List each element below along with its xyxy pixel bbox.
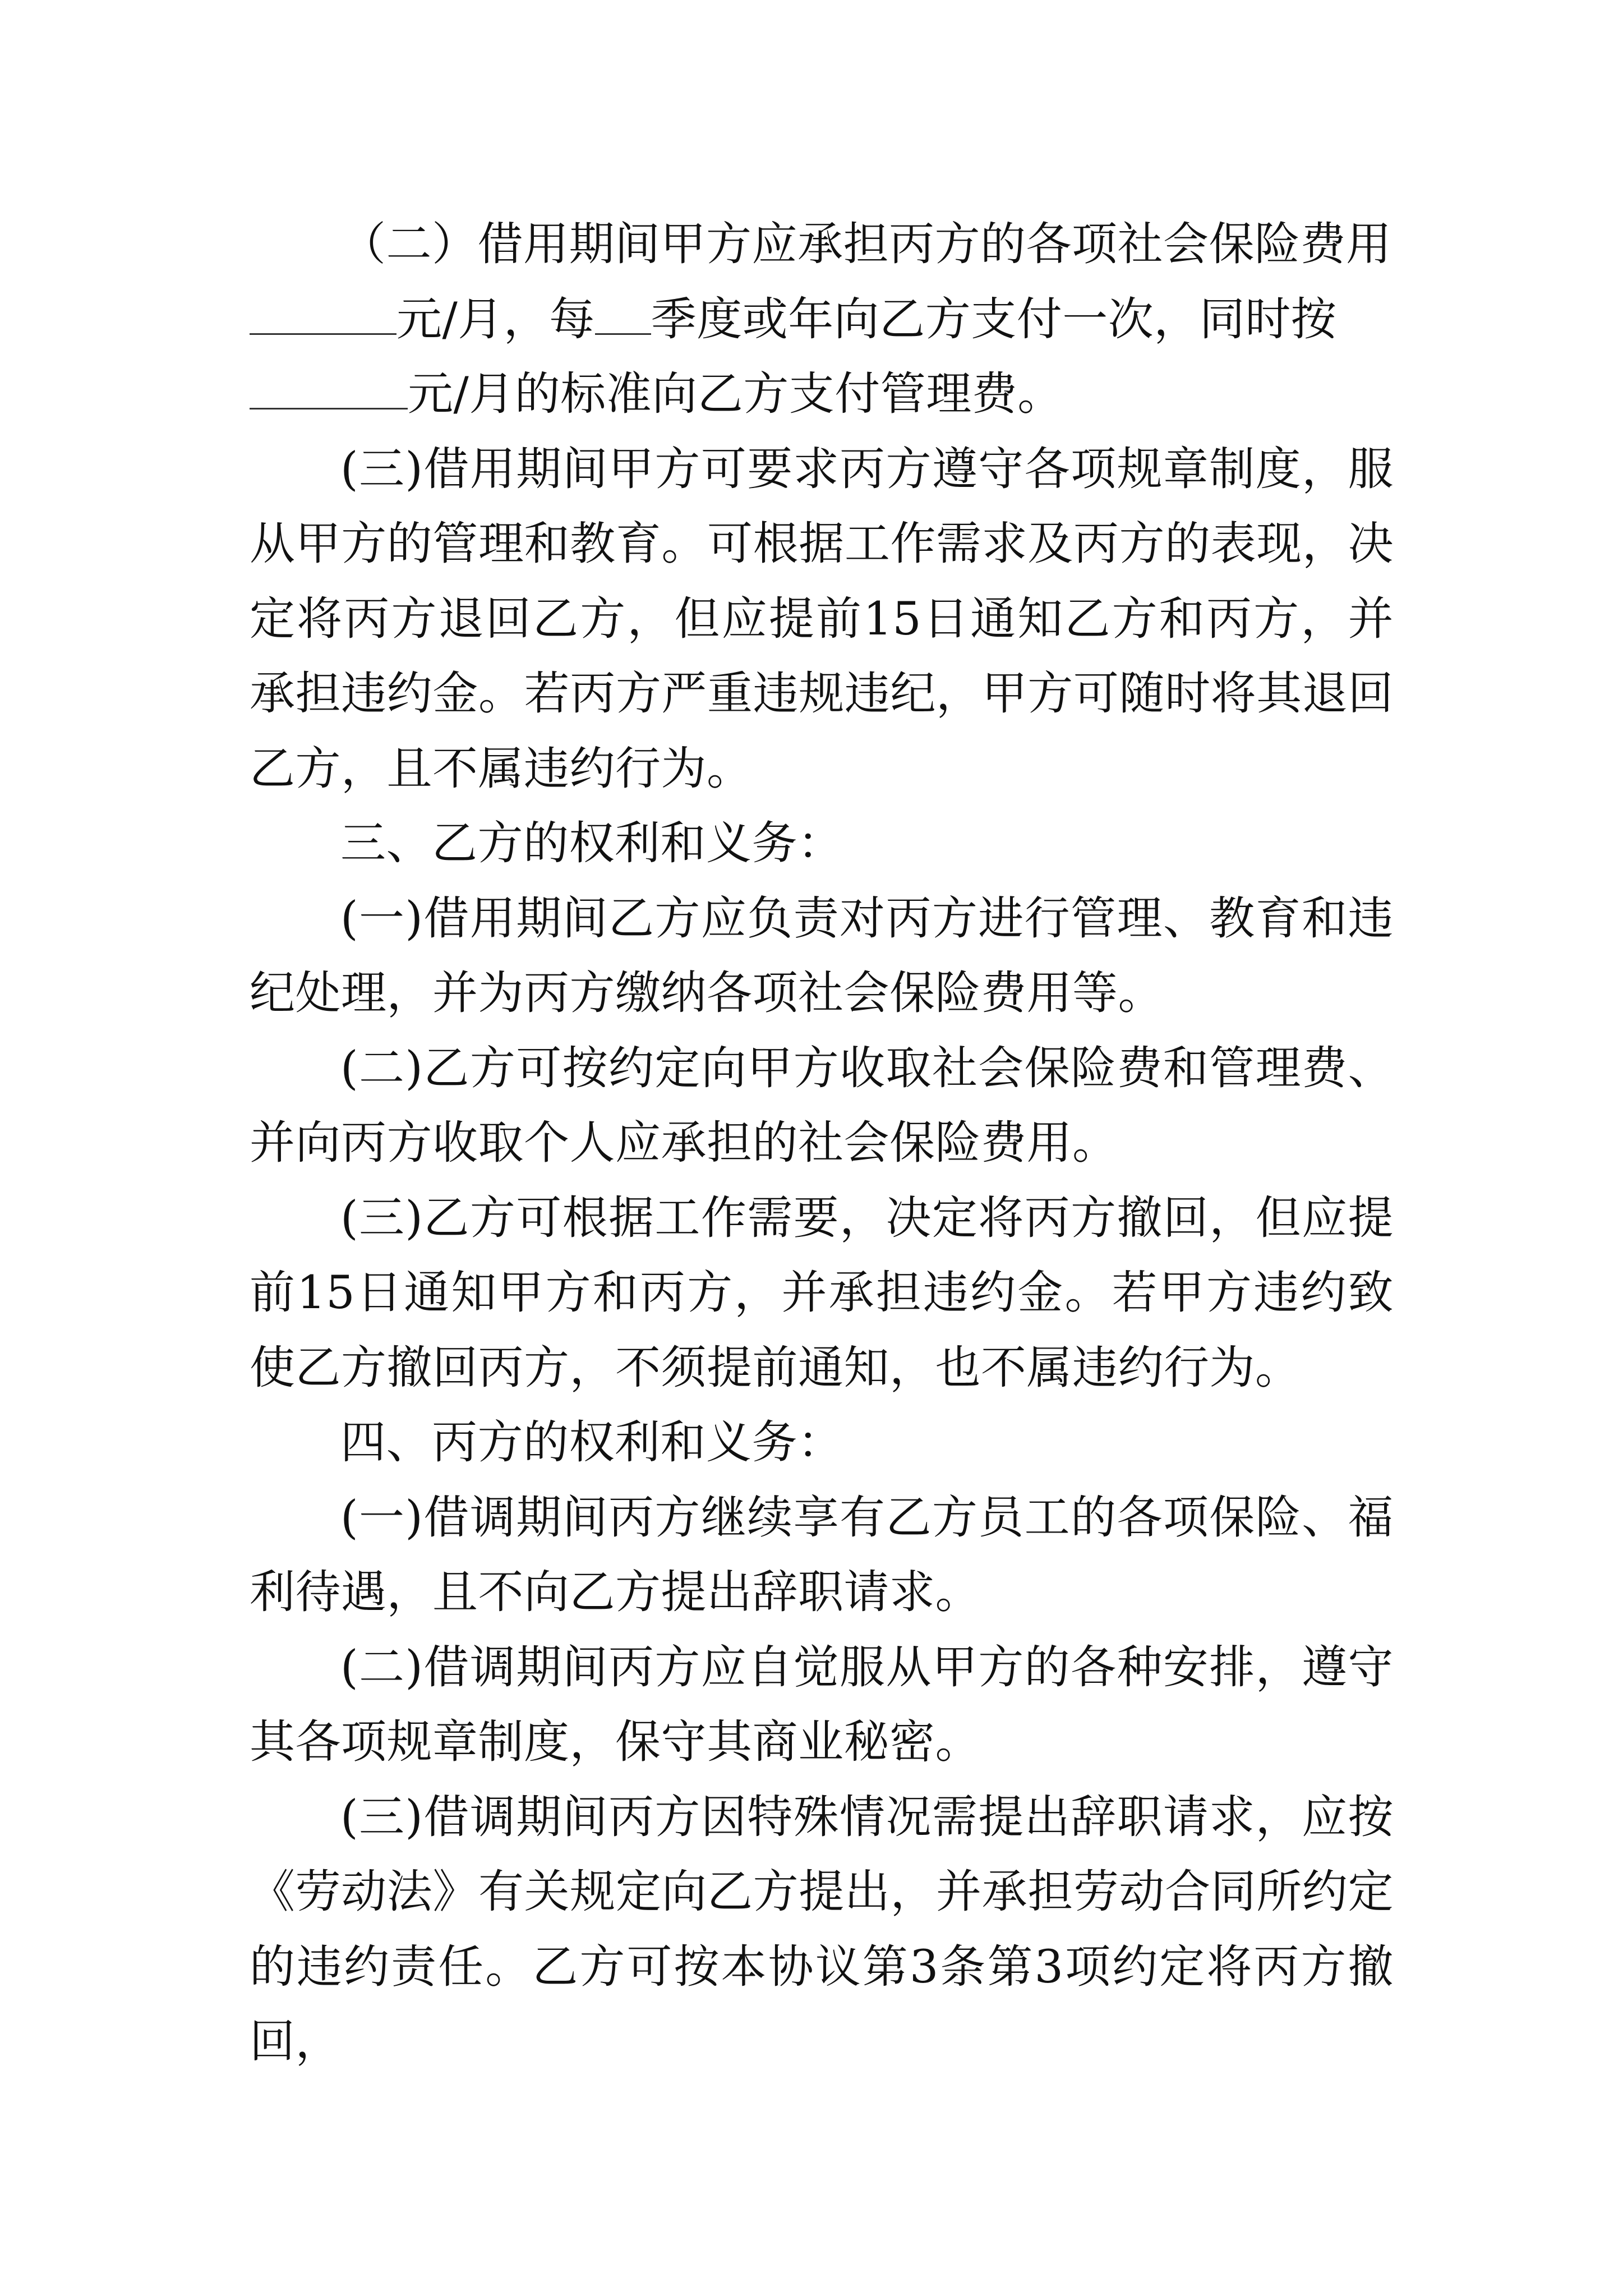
blank-period	[595, 300, 651, 335]
paragraph-party-a-rights: (三)借用期间甲方可要求丙方遵守各项规章制度，服从甲方的管理和教育。可根据工作需求及丙方的表现，决定将丙方退回乙方，但应提前15日通知乙方和丙方，并承担违约金。若丙方严重违规违纪，甲方可随时将其退回乙方，且不属违约行为。	[250, 443, 1394, 795]
fees-line-2a: 元/月，每	[396, 293, 595, 346]
paragraph-party-c-2: (二)借调期间丙方应自觉服从甲方的各种安排，遵守其各项规章制度，保守其商业秘密。	[250, 1641, 1394, 1769]
blank-management-fee	[250, 374, 408, 409]
fees-line-3: 元/月的标准向乙方支付管理费。	[408, 368, 1063, 421]
blank-insurance-amount	[250, 300, 396, 335]
section-heading-party-b: 三、乙方的权利和义务：	[340, 817, 843, 870]
section-heading-party-c: 四、丙方的权利和义务：	[340, 1416, 843, 1469]
paragraph-party-c-3: (三)借调期间丙方因特殊情况需提出辞职请求，应按《劳动法》有关规定向乙方提出，并承担劳动合同所约定的违约责任。乙方可按本协议第3条第3项约定将丙方撤回，	[250, 1791, 1394, 2068]
paragraph-party-c-1: (一)借调期间丙方继续享有乙方员工的各项保险、福利待遇，且不向乙方提出辞职请求。	[250, 1491, 1394, 1619]
fees-line-1: （二）借用期间甲方应承担丙方的各项社会保险费用	[340, 218, 1392, 271]
paragraph-fees	[250, 208, 1394, 432]
fees-line-2b: 季度或年向乙方支付一次，同时按	[651, 293, 1337, 346]
paragraph-party-b-3: (三)乙方可根据工作需要，决定将丙方撤回，但应提前15日通知甲方和丙方，并承担违约金。若甲方违约致使乙方撤回丙方，不须提前通知，也不属违约行为。	[250, 1191, 1394, 1395]
document-body	[250, 208, 1394, 2080]
paragraph-party-b-2: (二)乙方可按约定向甲方收取社会保险费和管理费、并向丙方收取个人应承担的社会保险费用。	[250, 1042, 1394, 1170]
paragraph-party-b-1: (一)借用期间乙方应负责对丙方进行管理、教育和违纪处理，并为丙方缴纳各项社会保险费用等。	[250, 892, 1394, 1020]
